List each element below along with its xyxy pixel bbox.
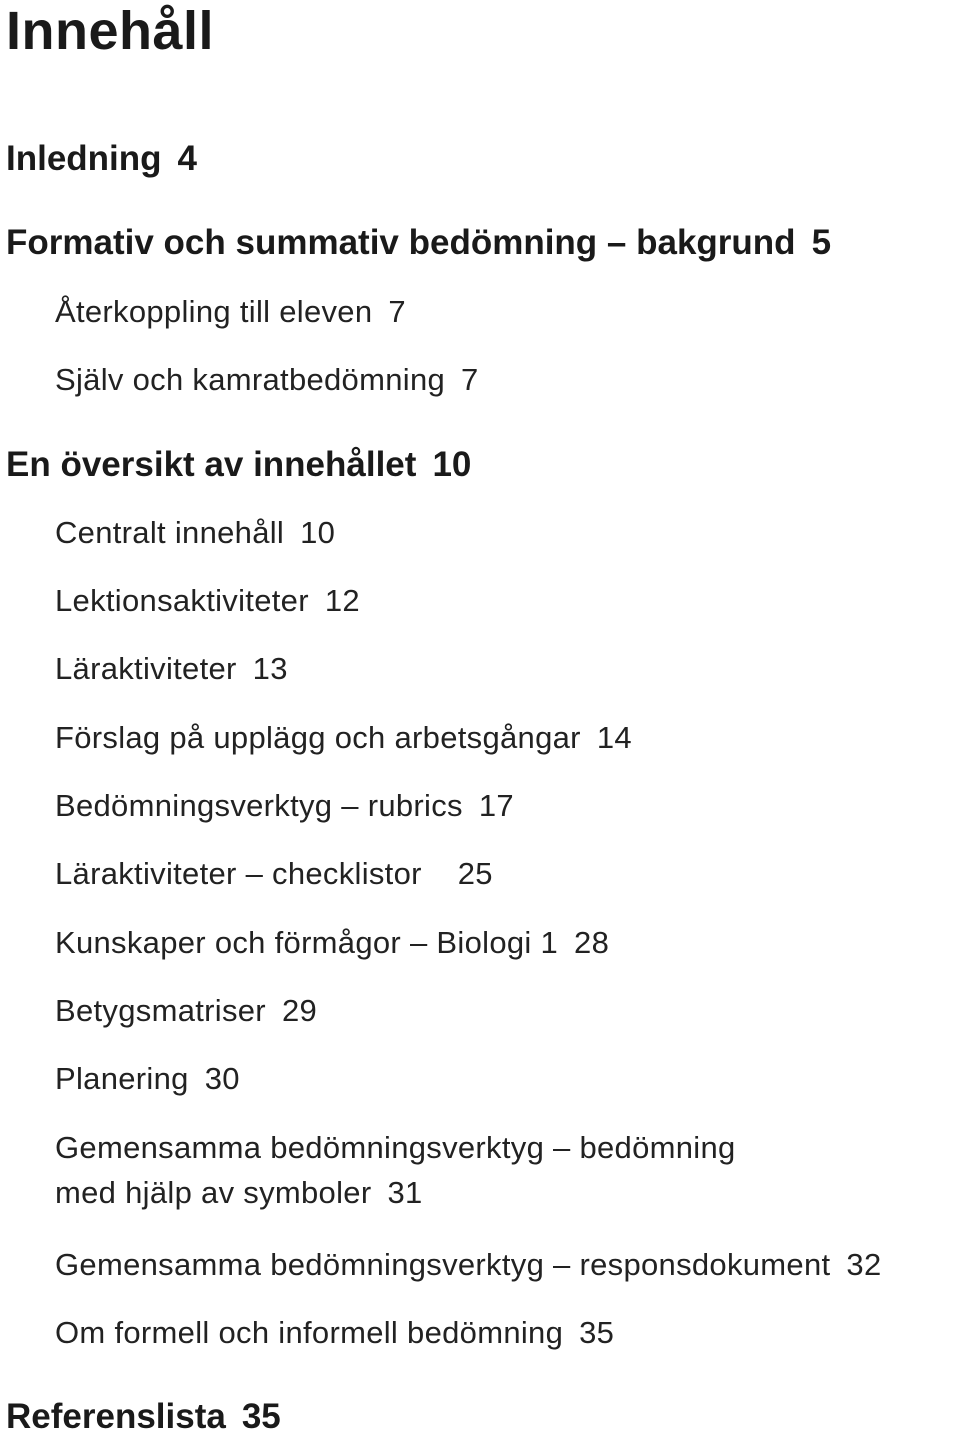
toc-entry-label: Centralt innehåll <box>55 515 285 550</box>
toc-entry-label: Återkoppling till eleven <box>55 294 373 329</box>
toc-entry-label: Läraktiviteter <box>55 651 237 686</box>
toc-entry-page: 28 <box>574 925 610 960</box>
toc-entry-label: En översikt av innehållet <box>6 445 417 484</box>
toc-entry-page: 31 <box>387 1175 423 1210</box>
toc-entry-label: Planering <box>55 1061 189 1096</box>
toc-entry-centralt[interactable] <box>55 517 335 548</box>
toc-entry-inledning[interactable] <box>6 141 197 176</box>
toc-entry-page: 35 <box>241 1397 281 1436</box>
toc-entry-bedomningsverktyg[interactable] <box>55 790 514 821</box>
toc-entry-betygsmatriser[interactable] <box>55 995 317 1026</box>
toc-entry-page: 25 <box>457 856 493 891</box>
toc-entry-page: 17 <box>478 788 514 823</box>
toc-entry-label: Läraktiviteter – checklistor <box>55 856 422 891</box>
toc-entry-formativ[interactable] <box>6 225 831 260</box>
toc-entry-kunskaper[interactable] <box>55 927 609 958</box>
toc-entry-label: Förslag på upplägg och arbetsgångar <box>55 720 581 755</box>
toc-entry-page: 30 <box>204 1061 240 1096</box>
toc-entry-planering[interactable] <box>55 1063 240 1094</box>
toc-entry-gemensamma-symboler[interactable] <box>55 1132 736 1208</box>
toc-entry-checklistor[interactable] <box>55 858 493 889</box>
toc-entry-page: 10 <box>432 445 472 484</box>
toc-entry-sjalv[interactable] <box>55 364 479 395</box>
toc-entry-label: Lektionsaktiviteter <box>55 583 309 618</box>
toc-entry-page: 35 <box>579 1315 615 1350</box>
toc-entry-gemensamma-respons[interactable] <box>55 1249 882 1280</box>
toc-entry-label: Gemensamma bedömningsverktyg – responsdokument <box>55 1247 831 1282</box>
toc-entry-label: Bedömningsverktyg – rubrics <box>55 788 463 823</box>
toc-entry-aterkoppling[interactable] <box>55 296 406 327</box>
toc-entry-label: Formativ och summativ bedömning – bakgrund <box>6 223 796 262</box>
toc-entry-page: 32 <box>846 1247 882 1282</box>
toc-entry-page: 4 <box>177 139 198 178</box>
toc-entry-page: 10 <box>300 515 336 550</box>
toc-entry-label: Betygsmatriser <box>55 993 266 1028</box>
page-title: Innehåll <box>6 1 215 61</box>
toc-entry-label: Själv och kamratbedömning <box>55 362 446 397</box>
toc-entry-referenslista[interactable] <box>6 1399 281 1434</box>
toc-entry-label: Kunskaper och förmågor – Biologi 1 <box>55 925 559 960</box>
toc-entry-oversikt[interactable] <box>6 447 471 482</box>
toc-entry-page: 5 <box>811 223 832 262</box>
toc-entry-page: 7 <box>388 294 406 329</box>
toc-entry-page: 12 <box>324 583 360 618</box>
toc-entry-laraktiviteter[interactable] <box>55 653 288 684</box>
toc-entry-label: Om formell och informell bedömning <box>55 1315 564 1350</box>
toc-entry-label-line2: med hjälp av symboler <box>55 1175 372 1210</box>
toc-entry-page: 13 <box>252 651 288 686</box>
toc-entry-label: Referenslista <box>6 1397 226 1436</box>
toc-entry-page: 7 <box>461 362 479 397</box>
toc-entry-label: Inledning <box>6 139 162 178</box>
toc-entry-lektionsaktiviteter[interactable] <box>55 585 360 616</box>
toc-entry-page: 14 <box>596 720 632 755</box>
toc-entry-formell[interactable] <box>55 1317 614 1348</box>
toc-entry-label-line1: Gemensamma bedömningsverktyg – bedömning <box>55 1130 736 1165</box>
toc-entry-forslag[interactable] <box>55 722 632 753</box>
toc-entry-page: 29 <box>281 993 318 1028</box>
